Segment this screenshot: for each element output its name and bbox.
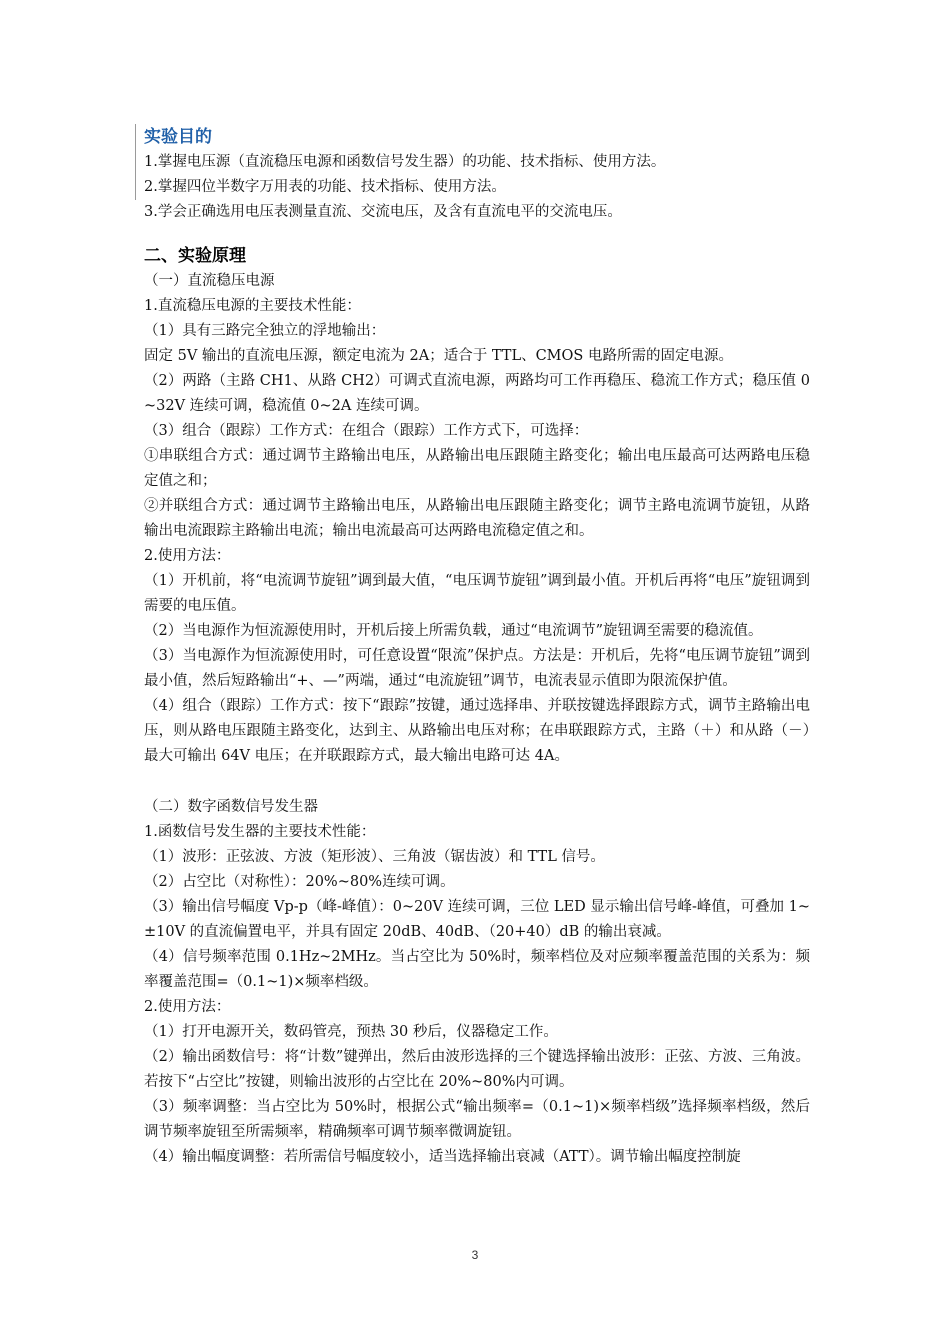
paragraph: ②并联组合方式：通过调节主路输出电压，从路输出电压跟随主路变化；调节主路电流调节旋钮，从路输出电流跟踪主路输出电流；输出电流最高可达两路电流稳定值之和。 [144, 498, 810, 539]
paragraph: （1）波形：正弦波、方波（矩形波）、三角波（锯齿波）和 TTL 信号。 [144, 849, 605, 865]
objective-item: 2.掌握四位半数字万用表的功能、技术指标、使用方法。 [144, 179, 506, 195]
paragraph: ①串联组合方式：通过调节主路输出电压，从路输出电压跟随主路变化；输出电压最高可达两路电压稳定值之和； [144, 448, 810, 489]
page-content [144, 124, 810, 1170]
paragraph: （3）输出信号幅度 Vp-p（峰-峰值）：0~20V 连续可调，三位 LED 显示输出信号峰-峰值，可叠加 1~±10V 的直流偏置电平，并具有固定 20dB、40dB、（20+40）dB 的输出衰减。 [144, 899, 810, 940]
section-principles [144, 243, 810, 1170]
page-number: 3 [471, 1248, 479, 1262]
section-objectives [144, 124, 810, 225]
paragraph: 固定 5V 输出的直流电压源，额定电流为 2A；适合于 TTL、CMOS 电路所需的固定电源。 [144, 348, 733, 364]
section-title-objectives: 实验目的 [144, 127, 212, 147]
paragraph: （4）输出幅度调整：若所需信号幅度较小，适当选择输出衰减（ATT）。调节输出幅度控制旋 [144, 1149, 741, 1165]
subsection-title: （二）数字函数信号发生器 [144, 799, 318, 815]
objective-item: 3.学会正确选用电压表测量直流、交流电压，及含有直流电平的交流电压。 [144, 204, 622, 220]
paragraph: 1.函数信号发生器的主要技术性能： [144, 824, 376, 840]
paragraph: （1）打开电源开关，数码管亮，预热 30 秒后，仪器稳定工作。 [144, 1024, 558, 1040]
paragraph: 2.使用方法： [144, 999, 231, 1015]
objective-item: 1.掌握电压源（直流稳压电源和函数信号发生器）的功能、技术指标、使用方法。 [144, 154, 666, 170]
paragraph: （3）当电源作为恒流源使用时，可任意设置“限流”保护点。方法是：开机后，先将“电压调节旋钮”调到最小值，然后短路输出“+、—”两端，通过“电流旋钮”调节，电流表显示值即为限流保护值。 [144, 648, 810, 689]
subsection-dc-supply [144, 269, 810, 769]
paragraph: （3）频率调整：当占空比为 50%时，根据公式“输出频率=（0.1~1)×频率档级”选择频率档级，然后调节频率旋钮至所需频率，精确频率可调节频率微调旋钮。 [144, 1099, 810, 1140]
paragraph: （2）当电源作为恒流源使用时，开机后接上所需负载，通过“电流调节”旋钮调至需要的稳流值。 [144, 623, 763, 639]
paragraph: （1）开机前，将“电流调节旋钮”调到最大值，“电压调节旋钮”调到最小值。开机后再将“电压”旋钮调到需要的电压值。 [144, 573, 810, 614]
paragraph: （2）两路（主路 CH1、从路 CH2）可调式直流电源，两路均可工作再稳压、稳流工作方式；稳压值 0~32V 连续可调，稳流值 0~2A 连续可调。 [144, 373, 810, 414]
paragraph: （3）组合（跟踪）工作方式：在组合（跟踪）工作方式下，可选择： [144, 423, 589, 439]
paragraph: 1.直流稳压电源的主要技术性能： [144, 298, 361, 314]
section-title-principles: 二、实验原理 [144, 246, 246, 266]
paragraph: （2）占空比（对称性）：20%~80%连续可调。 [144, 874, 455, 890]
paragraph: （4）信号频率范围 0.1Hz~2MHz。当占空比为 50%时，频率档位及对应频率覆盖范围的关系为：频率覆盖范围=（0.1~1)×频率档级。 [144, 949, 810, 990]
paragraph: （1）具有三路完全独立的浮地输出： [144, 323, 386, 339]
subsection-title: （一）直流稳压电源 [144, 273, 275, 289]
paragraph: 2.使用方法： [144, 548, 231, 564]
paragraph: （4）组合（跟踪）工作方式：按下“跟踪”按键，通过选择串、并联按键选择跟踪方式，调节主路输出电压，则从路电压跟随主路变化，达到主、从路输出电压对称；在串联跟踪方式，主路（＋）和从路（－）最大可输出 64V 电压；在并联跟踪方式，最大输出电路可达 4A。 [144, 698, 810, 764]
change-bar [135, 124, 136, 200]
subsection-signal-generator [144, 795, 810, 1170]
paragraph: （2）输出函数信号：将“计数”键弹出，然后由波形选择的三个键选择输出波形：正弦、方波、三角波。若按下“占空比”按键，则输出波形的占空比在 20%~80%内可调。 [144, 1049, 810, 1090]
